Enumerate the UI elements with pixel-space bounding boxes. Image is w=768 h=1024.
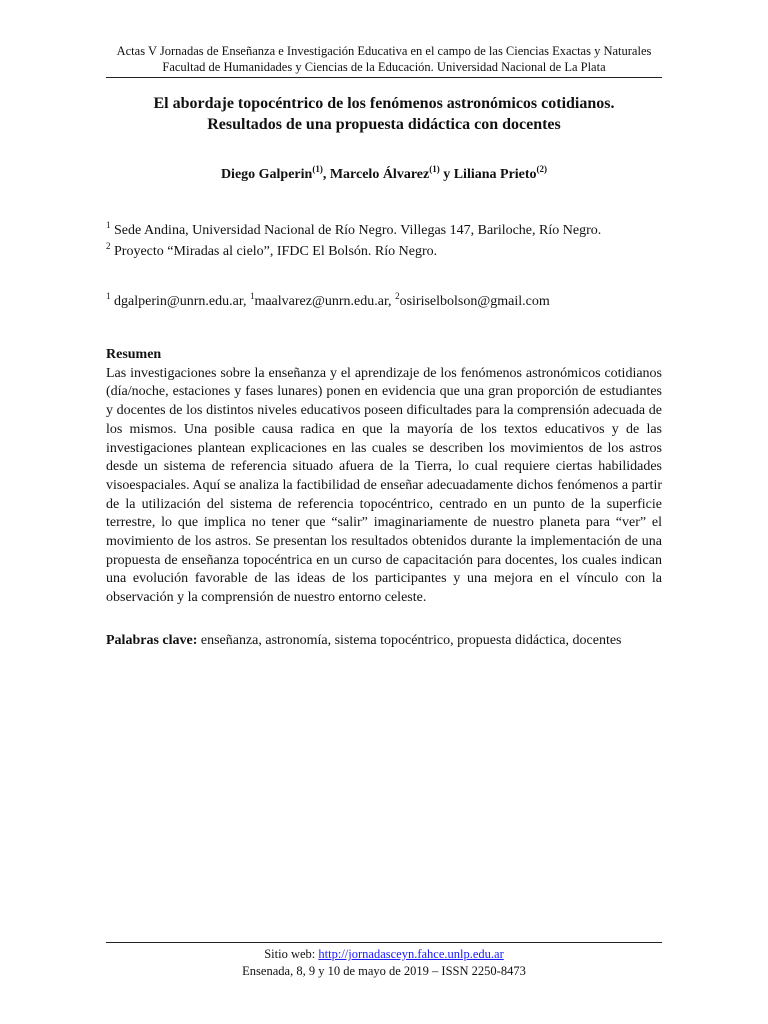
author-separator: y (439, 167, 454, 182)
running-header (0, 43, 768, 75)
author-affil-mark: (1) (429, 164, 440, 174)
affiliations (106, 220, 601, 262)
email-address: maalvarez@unrn.edu.ar, (254, 294, 396, 309)
email-mark: 1 (106, 291, 111, 301)
title-line-2: Resultados de una propuesta didáctica con docentes (207, 116, 561, 133)
email-mark: 1 (249, 291, 255, 301)
email-address: dgalperin@unrn.edu.ar, (110, 294, 250, 309)
email-address: osiriselbolson@gmail.com (399, 294, 550, 309)
abstract-body: Las investigaciones sobre la enseñanza y el aprendizaje de los fenómenos astronómicos cotidianos (día/noche, estaciones y fases lunares) ponen en evidencia que una gran proporción de estudiantes y docentes de los distintos niveles educativos poseen dificultades para la comprensión adecuada de los mismos. Una posible causa radica en que la mayoría de los textos educativos y de las investigaciones plantean explicaciones en las cuales se describen los movimientos de los astros desde un sistema de referencia situado afuera de la Tierra, lo cual requiere ciertas habilidades visoespaciales. Aquí se analiza la factibilidad de enseñar adecuadamente dichos fenómenos a partir de la utilización del sistema de referencia topocéntrico, centrado en un punto de la superficie terrestre, lo que implica no tener que “salir” imaginariamente de nuestro planeta para “ver” el movimiento de los astros. Se presentan los resultados obtenidos durante la implementación de una propuesta de enseñanza topocéntrica en un curso de capacitación para docentes, los cuales indican una evolución favorable de las ideas de los participantes y una mejora en el vínculo con la observación y la comprensión de nuestro entorno celeste. (106, 365, 662, 606)
abstract-heading: Resumen (106, 347, 162, 362)
affil-text: Sede Andina, Universidad Nacional de Río Negro. Villegas 147, Bariloche, Río Negro. (110, 223, 602, 238)
author-list (0, 164, 768, 183)
author-affil-mark: (2) (536, 164, 548, 174)
footer-line-1 (0, 946, 768, 963)
author-name: Marcelo Álvarez (329, 167, 430, 182)
abstract-section (106, 346, 662, 608)
footer-line-2: Ensenada, 8, 9 y 10 de mayo de 2019 – ISSN 2250-8473 (242, 964, 526, 978)
footer-divider (106, 942, 662, 943)
affiliation-1 (106, 220, 601, 241)
affil-mark: 1 (106, 220, 111, 230)
affiliation-2 (106, 241, 601, 262)
keywords-label: Palabras clave: (106, 633, 198, 648)
footer-site-label: Sitio web: (264, 947, 319, 961)
header-divider (106, 77, 662, 78)
affil-text: Proyecto “Miradas al cielo”, IFDC El Bolsón. Río Negro. (110, 244, 438, 259)
author-name: Diego Galperin (220, 167, 313, 182)
author-separator: , (322, 167, 330, 182)
contact-emails (106, 293, 550, 311)
footer-site-link[interactable]: http://jornadasceyn.fahce.unlp.edu.ar (318, 947, 504, 961)
email-mark: 2 (395, 291, 400, 301)
header-line-1: Actas V Jornadas de Enseñanza e Investigación Educativa en el campo de las Ciencias Exactas y Naturales (116, 44, 652, 58)
affil-mark: 2 (106, 241, 111, 251)
page-footer (0, 946, 768, 980)
paper-title (80, 93, 688, 135)
header-line-2: Facultad de Humanidades y Ciencias de la Educación. Universidad Nacional de La Plata (162, 60, 606, 74)
author-affil-mark: (1) (312, 164, 323, 174)
title-line-1: El abordaje topocéntrico de los fenómenos astronómicos cotidianos. (153, 95, 615, 112)
keywords-text: enseñanza, astronomía, sistema topocéntrico, propuesta didáctica, docentes (197, 633, 622, 648)
author-name: Liliana Prieto (453, 167, 537, 182)
keywords-line (106, 632, 662, 650)
